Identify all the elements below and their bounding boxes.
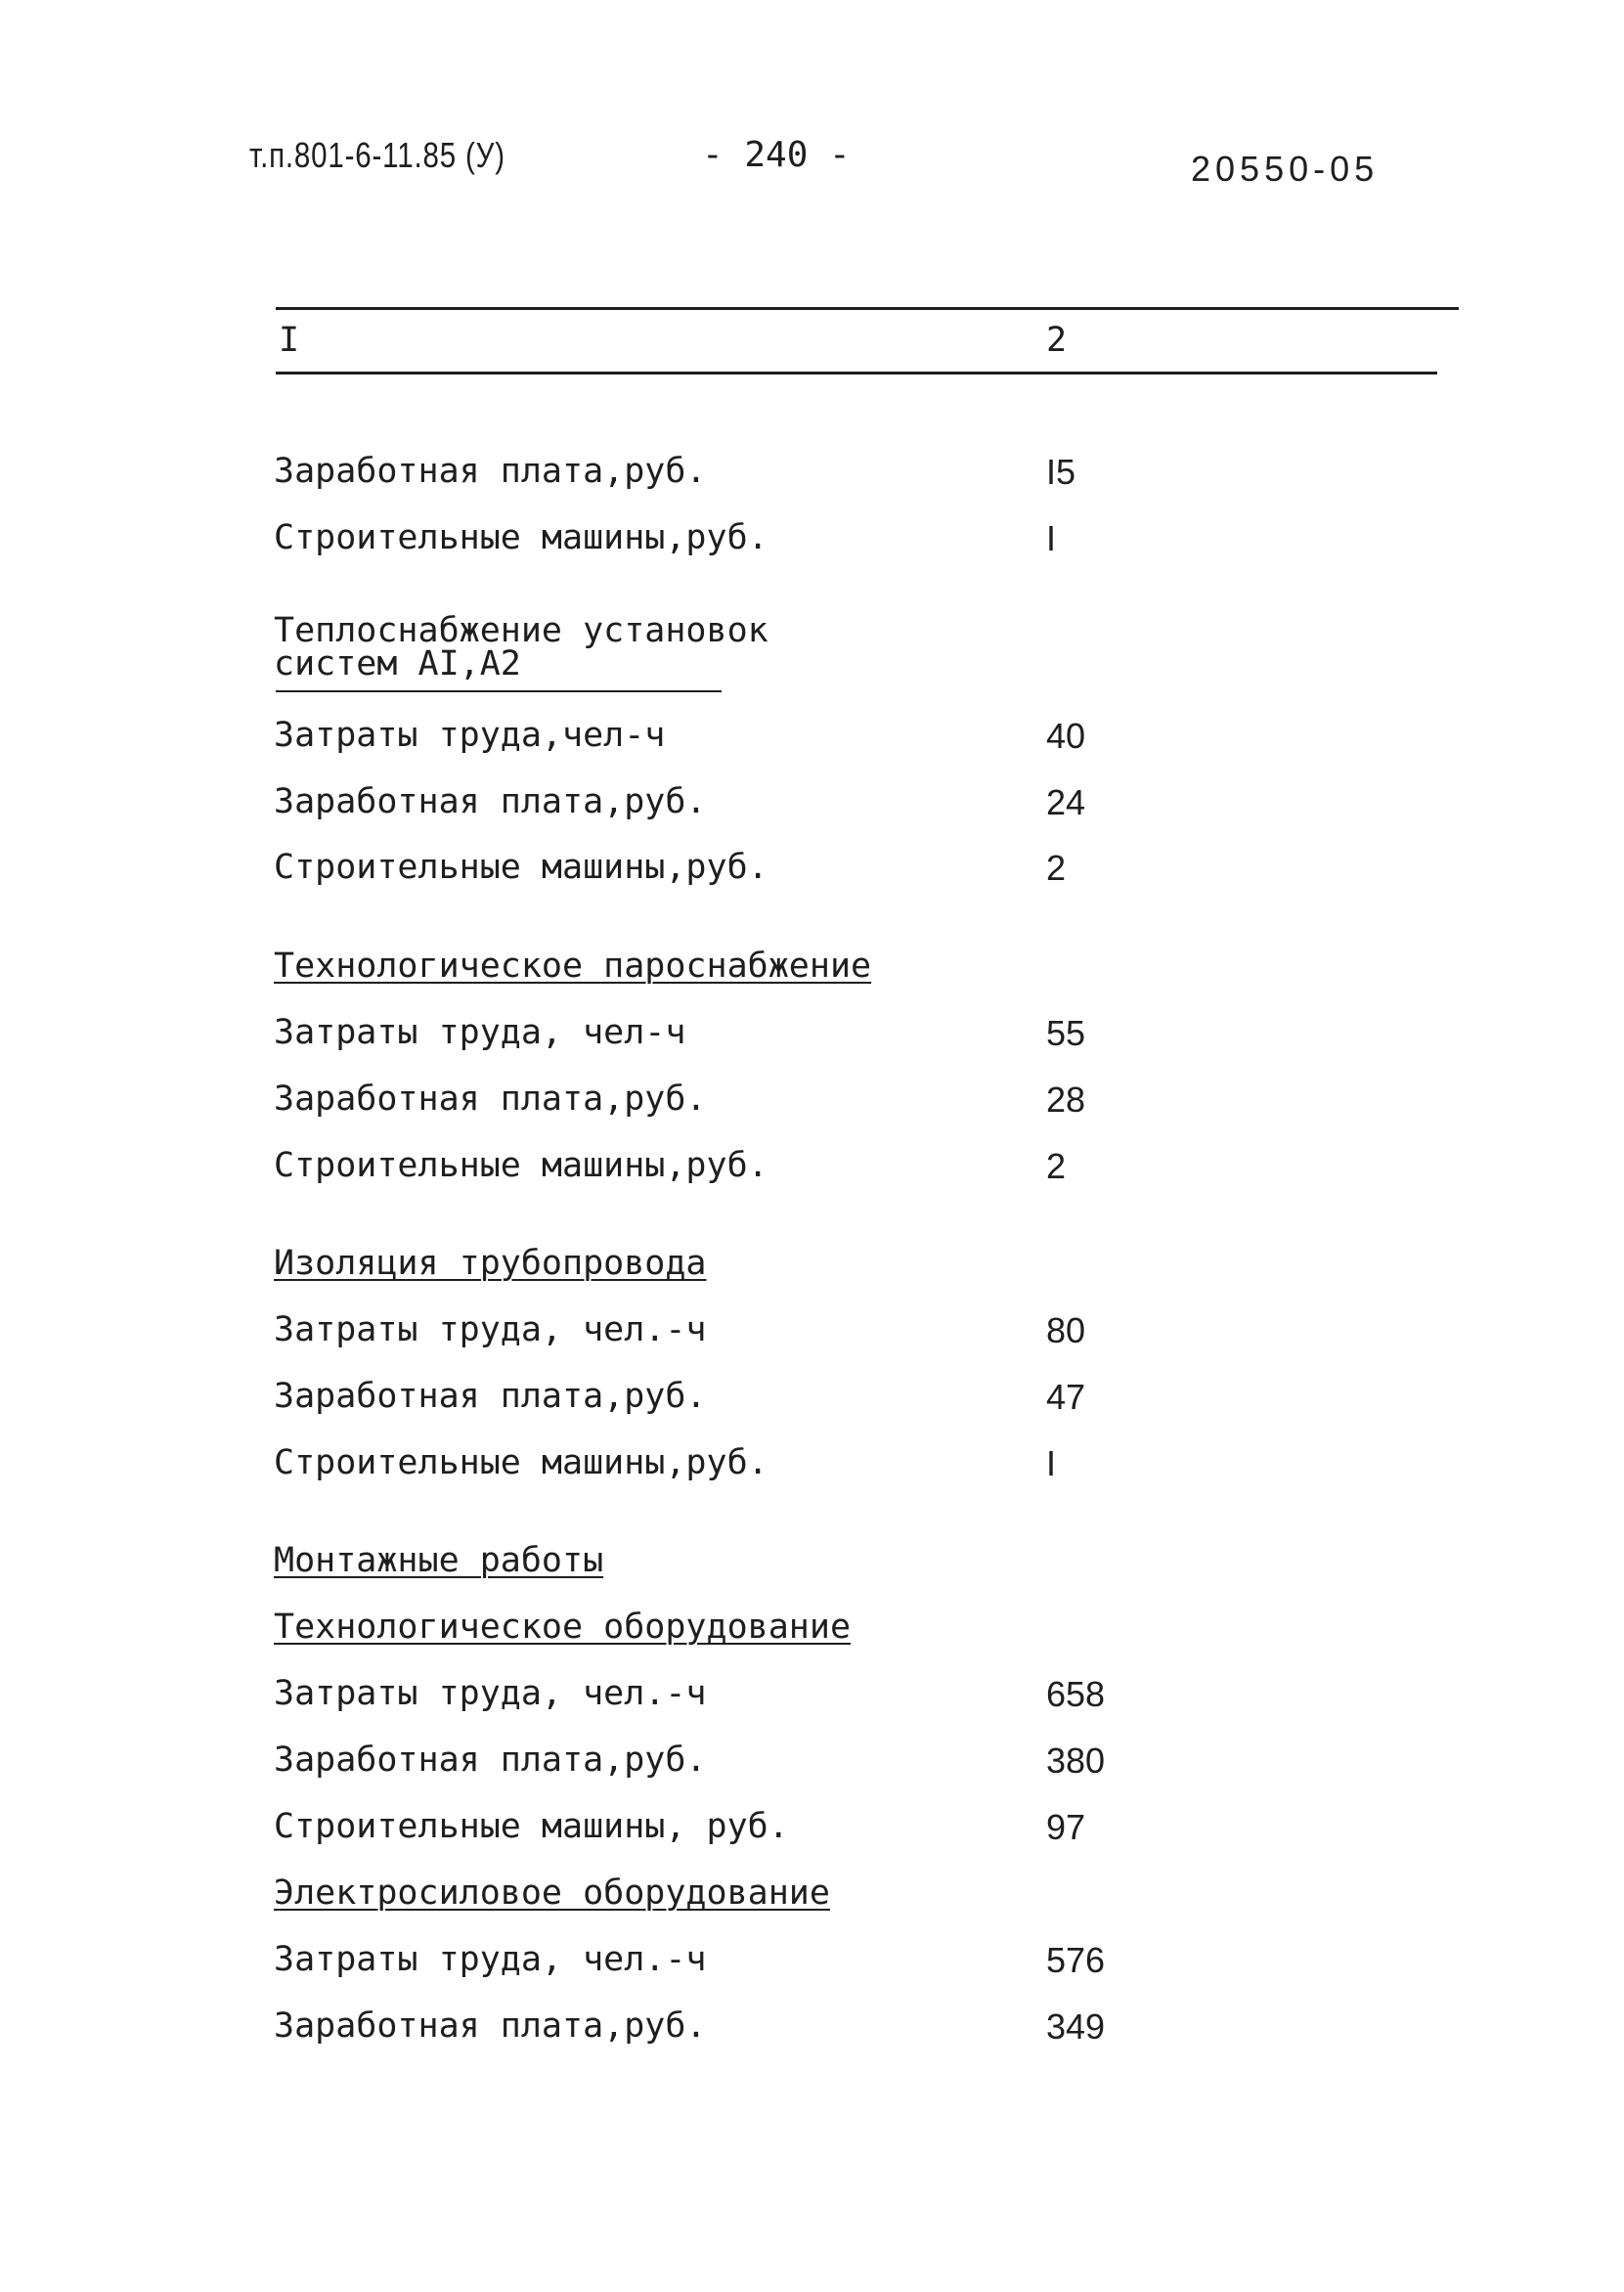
section-heading-heat-supply [274, 611, 768, 683]
table-row [0, 1807, 1624, 1856]
section-heading [0, 1244, 1624, 1293]
table-row [0, 1940, 1624, 1989]
table-row [0, 782, 1624, 831]
archive-number: 20550-05 [1191, 149, 1380, 189]
row-label: Заработная плата,руб. [274, 452, 707, 491]
table-row [0, 848, 1624, 897]
table-row [0, 1741, 1624, 1789]
row-label: Заработная плата,руб. [274, 1741, 707, 1780]
row-label: Затраты труда, чел-ч [274, 1013, 686, 1052]
table-row [0, 2006, 1624, 2055]
row-label: Строительные машины,руб. [274, 1443, 768, 1482]
row-value: 55 [1046, 1013, 1086, 1053]
row-value: I5 [1046, 452, 1076, 492]
row-label: Затраты труда,чел-ч [274, 716, 666, 755]
row-value: 80 [1046, 1310, 1086, 1350]
section-heading-label: Технологическое пароснабжение [274, 947, 872, 986]
row-value: I [1046, 518, 1057, 558]
row-value: I [1046, 1443, 1057, 1483]
row-label: Заработная плата,руб. [274, 1080, 707, 1119]
section-heading [0, 947, 1624, 995]
table-row [0, 518, 1624, 567]
row-value: 576 [1046, 1940, 1106, 1980]
row-value: 97 [1046, 1807, 1086, 1847]
section-heading [0, 1873, 1624, 1922]
column-header-2: 2 [1046, 321, 1068, 360]
table-row [0, 1013, 1624, 1062]
row-value: 349 [1046, 2006, 1106, 2047]
section-heading-label: Монтажные работы [274, 1541, 604, 1580]
column-header-1: I [279, 321, 300, 360]
table-row [0, 1310, 1624, 1359]
row-label: Строительные машины,руб. [274, 518, 768, 557]
table-row [0, 1443, 1624, 1492]
page-number: - 240 - [702, 135, 851, 175]
table-row [0, 1080, 1624, 1128]
row-value: 380 [1046, 1741, 1106, 1781]
table-row [0, 452, 1624, 501]
section-heading [0, 1608, 1624, 1656]
section-heading-label: Изоляция трубопровода [274, 1244, 707, 1283]
table-row [0, 1146, 1624, 1195]
row-value: 2 [1046, 848, 1067, 888]
row-label: Строительные машины,руб. [274, 848, 768, 887]
table-row [0, 1377, 1624, 1426]
row-label: Заработная плата,руб. [274, 782, 707, 821]
section-heading-label: Технологическое оборудование [274, 1608, 852, 1647]
table-top-rule [276, 307, 1459, 310]
row-label: Затраты труда, чел.-ч [274, 1674, 707, 1713]
section-heading-underline [276, 690, 722, 692]
section-heading-line-2: систем AI,A2 [274, 644, 521, 683]
table-row [0, 716, 1624, 765]
row-value: 658 [1046, 1674, 1106, 1714]
document-code: т.п.801-6-11.85 (У) [249, 135, 505, 175]
row-value: 47 [1046, 1377, 1086, 1417]
row-label: Заработная плата,руб. [274, 1377, 707, 1416]
table-row [0, 1674, 1624, 1723]
row-label: Затраты труда, чел.-ч [274, 1940, 707, 1979]
section-heading-line-1: Теплоснабжение установок [274, 611, 768, 650]
row-value: 2 [1046, 1146, 1067, 1186]
section-heading-label: Электросиловое оборудование [274, 1873, 830, 1913]
row-label: Заработная плата,руб. [274, 2006, 707, 2046]
row-label: Строительные машины,руб. [274, 1146, 768, 1185]
row-value: 40 [1046, 716, 1086, 756]
section-heading [0, 1541, 1624, 1590]
row-value: 24 [1046, 782, 1086, 822]
table-header-rule [276, 372, 1437, 375]
row-label: Строительные машины, руб. [274, 1807, 789, 1846]
row-label: Затраты труда, чел.-ч [274, 1310, 707, 1349]
row-value: 28 [1046, 1080, 1086, 1120]
